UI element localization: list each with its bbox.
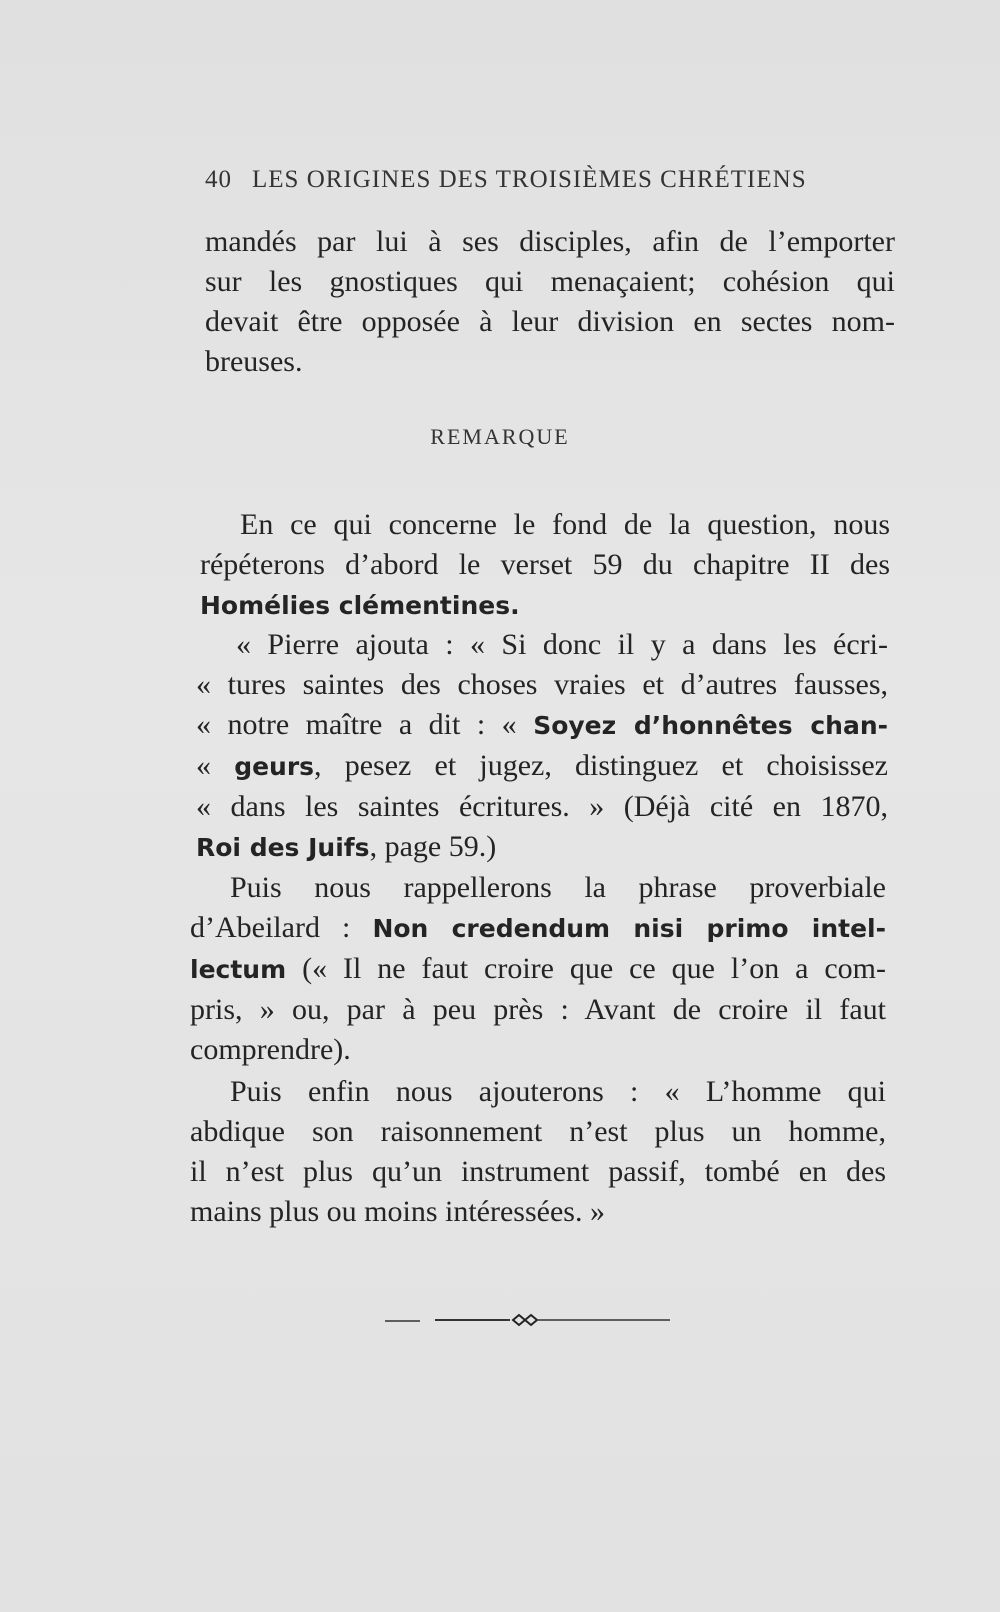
quote-block (196, 625, 888, 868)
text-line: pris, » ou, par à peu près : Avant de croire il faut (190, 993, 886, 1026)
text-line (200, 585, 890, 626)
bold-phrase: Non credendum nisi primo intel- (372, 914, 887, 943)
text-line: répéterons d’abord le verset 59 du chapitre II des (200, 548, 890, 581)
text-line (196, 746, 888, 787)
paragraph-abeilard (190, 868, 886, 1070)
text-line: En ce qui concerne le fond de la question, nous (240, 508, 890, 541)
bold-title: Homélies clémentines. (200, 591, 520, 620)
text-span: « notre maître a dit : « (196, 708, 534, 741)
running-title: LES ORIGINES DES TROISIÈMES CHRÉTIENS (252, 166, 807, 193)
running-header (205, 166, 855, 194)
end-ornament-icon (380, 1310, 680, 1330)
text-line: breuses. (205, 345, 303, 378)
section-heading: REMARQUE (430, 424, 570, 449)
text-line (190, 949, 886, 990)
paragraph-conclusion (190, 1072, 886, 1232)
text-line: abdique son raisonnement n’est plus un homme, (190, 1115, 886, 1148)
paragraph-remarque (200, 505, 890, 626)
text-line: « Pierre ajouta : « Si donc il y a dans les écri- (236, 628, 888, 661)
bold-title: Roi des Juifs (196, 833, 370, 862)
page-number: 40 (205, 166, 232, 193)
text-span: , page 59.) (369, 830, 497, 863)
text-span: , pesez et jugez, distinguez et choisissez (314, 749, 888, 782)
text-line: sur les gnostiques qui menaçaient; cohésion qui (205, 265, 895, 298)
text-line: il n’est plus qu’un instrument passif, tombé en des (190, 1155, 886, 1188)
text-line: mains plus ou moins intéressées. » (190, 1195, 605, 1228)
text-line: Puis nous rappellerons la phrase proverbiale (230, 871, 886, 904)
text-line: devait être opposée à leur division en sectes nom- (205, 305, 895, 338)
text-line: Puis enfin nous ajouterons : « L’homme qui (230, 1075, 886, 1108)
text-span: d’Abeilard : (190, 911, 373, 944)
paragraph-continuation (205, 222, 895, 382)
bold-phrase: geurs (234, 752, 315, 781)
text-line: « tures saintes des choses vraies et d’autres fausses, (196, 668, 888, 701)
text-line (190, 908, 886, 949)
text-line: mandés par lui à ses disciples, afin de l’emporter (205, 225, 895, 258)
text-line: comprendre). (190, 1033, 351, 1066)
bold-phrase: lectum (190, 955, 287, 984)
text-line (196, 827, 888, 868)
bold-phrase: Soyez d’honnêtes chan- (533, 711, 888, 740)
text-line (196, 705, 888, 746)
text-span: (« Il ne faut croire que ce que l’on a com- (286, 952, 886, 985)
text-span: « (196, 749, 235, 782)
text-line: « dans les saintes écritures. » (Déjà cité en 1870, (196, 790, 888, 823)
